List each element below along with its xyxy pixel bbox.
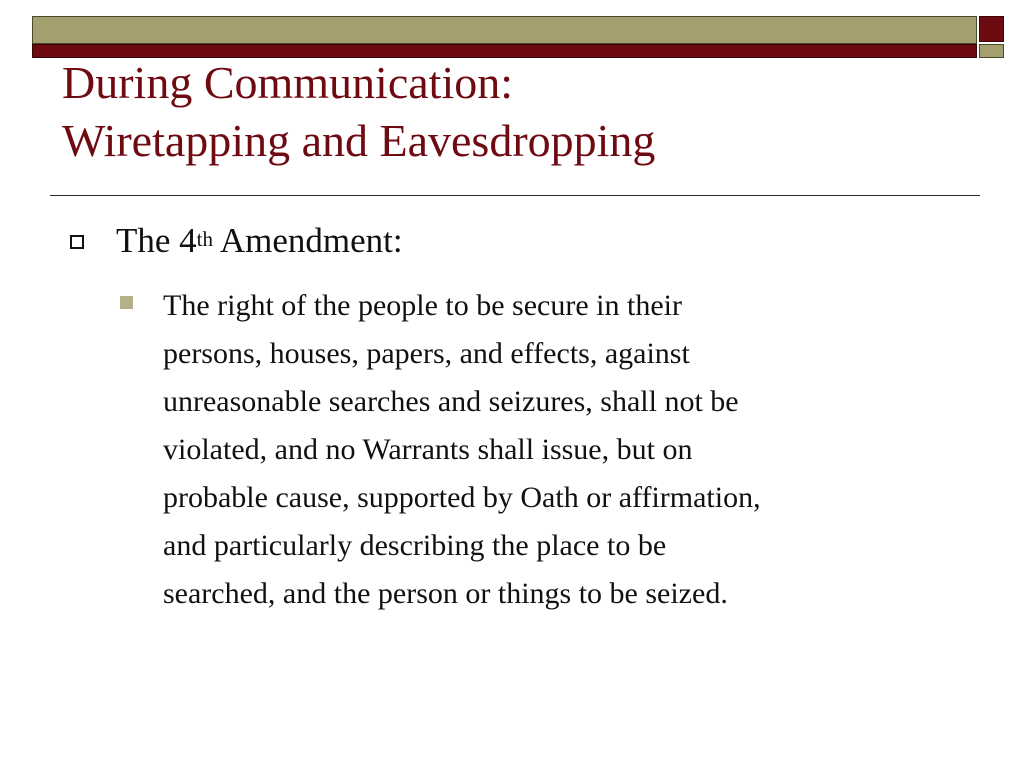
quote-line: violated, and no Warrants shall issue, but on <box>163 433 693 466</box>
bullet-level-1 <box>70 218 403 264</box>
amendment-quote <box>163 282 983 618</box>
header-band-olive <box>32 16 977 44</box>
header-corner-olive <box>979 44 1004 58</box>
title-line-1: During Communication: <box>62 57 514 108</box>
quote-line: persons, houses, papers, and effects, against <box>163 337 690 370</box>
quote-line: searched, and the person or things to be seized. <box>163 577 728 610</box>
bullet-1-text <box>116 218 403 264</box>
quote-line: unreasonable searches and seizures, shall not be <box>163 385 739 418</box>
quote-line: probable cause, supported by Oath or affirmation, <box>163 481 761 514</box>
hollow-square-bullet-icon <box>70 235 84 249</box>
quote-line: The right of the people to be secure in their <box>163 289 682 322</box>
title-divider <box>50 195 980 196</box>
slide-title <box>62 54 962 170</box>
header-corner-maroon <box>979 16 1004 42</box>
bullet-1-suffix: Amendment: <box>213 221 403 260</box>
bullet-level-2 <box>120 282 983 618</box>
bullet-1-superscript: th <box>196 227 214 251</box>
filled-square-bullet-icon <box>120 296 133 309</box>
title-line-2: Wiretapping and Eavesdropping <box>62 115 656 166</box>
quote-line: and particularly describing the place to be <box>163 529 667 562</box>
bullet-1-prefix: The 4 <box>116 221 197 260</box>
